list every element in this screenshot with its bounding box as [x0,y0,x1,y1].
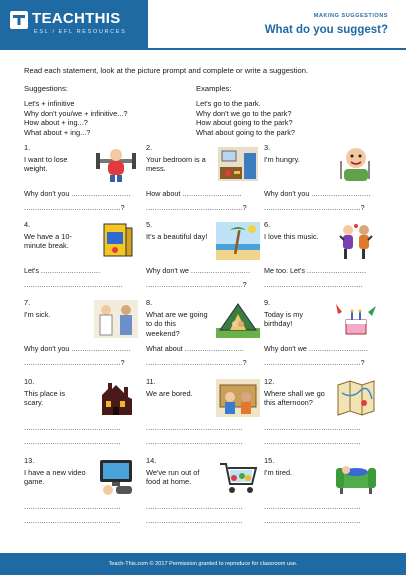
answer-dots: ........................... [71,344,131,353]
exercise-statement: I'm sick. [24,310,51,319]
answer-dots: ........................... [306,266,367,275]
answer-prompt: Me too. Let's [264,266,305,275]
answer-dots: ............................................ [264,280,361,289]
exercise-number: 10. [24,377,35,386]
exercise-item [24,456,142,538]
hungry-man-icon [334,145,378,183]
answer-line[interactable] [24,358,142,367]
answer-end-mark: ? [360,358,365,367]
answer-line[interactable] [24,203,142,212]
answer-line[interactable] [264,423,382,432]
answer-prompt: Why don't you [24,189,70,198]
suggestion-item: Why don't you/we + infinitive...? [24,108,128,118]
answer-dots: ............................................ [264,437,361,446]
exercise-item [264,298,382,380]
answer-end-mark: ? [120,358,125,367]
exercise-statement: It's a beautiful day! [146,232,208,241]
worksheet-kicker: MAKING SUGGESTIONS [313,13,388,19]
exercise-item [146,377,264,459]
example-item: Let's go to the park. [196,99,261,108]
fitness-icon [94,145,138,183]
exercise-number: 7. [24,298,31,307]
exercise-statement: We are bored. [146,389,193,398]
answer-line[interactable] [264,189,382,198]
answer-dots: ............................................ [24,437,121,446]
answer-line[interactable] [146,203,264,212]
answer-dots: ............................................ [146,437,243,446]
brand-banner-edge [122,0,148,50]
dancing-icon [334,222,378,260]
exercise-statement: Your bedroom is a mess. [146,155,206,174]
answer-line[interactable] [146,189,264,198]
exercise-statement: I'm tired. [264,468,293,477]
answer-end-mark: ? [360,203,365,212]
exercise-item [264,377,382,459]
answer-dots: ............................................ [264,358,361,367]
answer-dots: ............................................ [264,516,361,525]
instruction-text: Read each statement, look at the picture prompt and complete or write a suggestion. [24,66,309,75]
exercise-statement: I have a new video game. [24,468,86,487]
logo-text: TEACHTHIS [32,10,121,27]
suggestion-item: What about + ing...? [24,127,91,137]
exercise-item [264,456,382,538]
answer-dots: ........................... [308,344,369,353]
sleeping-sofa-icon [334,458,378,496]
answer-line[interactable] [24,502,142,511]
answer-dots: ............................................ [24,358,121,367]
answer-line[interactable] [264,516,382,525]
answer-end-mark: ? [242,358,247,367]
answer-dots: ............................................ [146,516,243,525]
answer-line[interactable] [146,423,264,432]
answer-dots: ............................................ [24,516,121,525]
suggestion-item: How about + ing...? [24,118,88,128]
exercise-statement: We have a 10-minute break. [24,232,72,251]
map-icon [334,379,378,417]
page-title: What do you suggest? [264,24,388,36]
answer-dots: ............................................ [146,502,243,511]
answer-line[interactable] [264,344,382,353]
answer-prompt: Let's [24,266,39,275]
answer-prompt: Why don't you [24,344,70,353]
bored-kids-icon [216,379,260,417]
exercise-statement: We've run out of food at home. [146,468,200,487]
answer-line[interactable] [24,437,142,446]
exercise-item [24,220,142,302]
answer-dots: ........................... [182,189,242,198]
exercise-statement: What are we going to do this weekend? [146,310,208,338]
page-footer: Teach-This.com © 2017 Permission granted to reproduce for classroom use. [0,553,406,575]
answer-line[interactable] [146,344,264,353]
answer-dots: ........................... [190,266,251,275]
haunted-house-icon [94,379,138,417]
cereal-box-icon [94,222,138,260]
exercise-item [146,298,264,380]
answer-line[interactable] [146,266,264,275]
answer-line[interactable] [264,266,382,275]
answer-line[interactable] [264,358,382,367]
answer-line[interactable] [264,437,382,446]
page-header [0,0,406,50]
answer-dots: ............................................ [264,203,361,212]
exercise-item [146,456,264,538]
exercise-statement: Today is my birthday! [264,310,304,329]
beach-icon [216,222,260,260]
suggestion-item: Let's + infinitive [24,99,75,108]
logo-subtitle: ESL / EFL RESOURCES [34,29,127,35]
answer-prompt: Why don't we [264,344,307,353]
answer-dots: ............................................ [24,280,121,289]
exercise-statement: Where shall we go this afternoon? [264,389,325,408]
doctor-icon [94,300,138,338]
birthday-icon [334,300,378,338]
logo-icon [10,11,28,29]
exercise-statement: I love this music. [264,232,319,241]
exercise-item [24,298,142,380]
exercise-number: 12. [264,377,275,386]
example-item: How about going to the park? [196,118,293,128]
example-item: What about going to the park? [196,127,296,137]
exercise-number: 14. [146,456,157,465]
answer-dots: ........................... [184,344,245,353]
answer-dots: ............................................ [146,358,243,367]
header-divider [0,48,406,50]
answer-prompt: What about [146,344,183,353]
answer-dots: ............................................ [24,203,121,212]
answer-dots: ............................................ [24,502,121,511]
video-game-icon [94,458,138,496]
messy-room-icon [216,145,260,183]
answer-line[interactable] [24,280,142,289]
answer-line[interactable] [24,344,142,353]
answer-prompt: How about [146,189,181,198]
answer-dots: ........................... [71,189,131,198]
answer-prompt: Why don't you [264,189,310,198]
answer-dots: ............................................ [264,423,361,432]
suggestions-heading: Suggestions: [24,84,68,93]
exercise-item [24,377,142,459]
exercise-item [146,143,264,225]
exercise-statement: This place is scary. [24,389,66,408]
exercise-statement: I want to lose weight. [24,155,68,174]
answer-line[interactable] [264,203,382,212]
tent-icon [216,300,260,338]
exercise-number: 3. [264,143,271,152]
exercise-number: 8. [146,298,153,307]
answer-line[interactable] [146,358,264,367]
answer-line[interactable] [24,516,142,525]
answer-dots: ........................... [311,189,371,198]
answer-dots: ............................................ [146,203,243,212]
exercise-item [146,220,264,302]
example-item: Why don't we go to the park? [196,108,292,118]
answer-line[interactable] [24,266,142,275]
exercise-number: 6. [264,220,271,229]
answer-line[interactable] [146,502,264,511]
answer-dots: ............................................ [264,502,361,511]
answer-line[interactable] [24,189,142,198]
answer-end-mark: . [120,280,123,289]
answer-end-mark: ? [120,203,125,212]
answer-dots: ............................................ [146,280,243,289]
exercise-number: 1. [24,143,31,152]
answer-dots: ............................................ [24,423,121,432]
exercise-number: 9. [264,298,271,307]
exercise-statement: I'm hungry. [264,155,300,164]
answer-prompt: Why don't we [146,266,189,275]
examples-list [196,99,295,137]
answer-dots: ............................................ [146,423,243,432]
answer-line[interactable] [146,516,264,525]
answer-end-mark: ? [242,280,247,289]
answer-line[interactable] [264,502,382,511]
exercise-number: 13. [24,456,35,465]
exercise-number: 15. [264,456,275,465]
examples-heading: Examples: [196,84,232,93]
suggestions-list [24,99,128,137]
answer-line[interactable] [146,437,264,446]
exercise-number: 11. [146,377,156,386]
exercise-item [24,143,142,225]
answer-dots: ........................... [40,266,101,275]
shopping-cart-icon [216,458,260,496]
answer-line[interactable] [146,280,264,289]
answer-line[interactable] [264,280,382,289]
exercise-item [264,143,382,225]
exercise-number: 5. [146,220,153,229]
answer-line[interactable] [24,423,142,432]
exercise-item [264,220,382,302]
exercise-number: 2. [146,143,153,152]
answer-end-mark: . [360,280,363,289]
exercise-number: 4. [24,220,31,229]
answer-end-mark: ? [242,203,247,212]
